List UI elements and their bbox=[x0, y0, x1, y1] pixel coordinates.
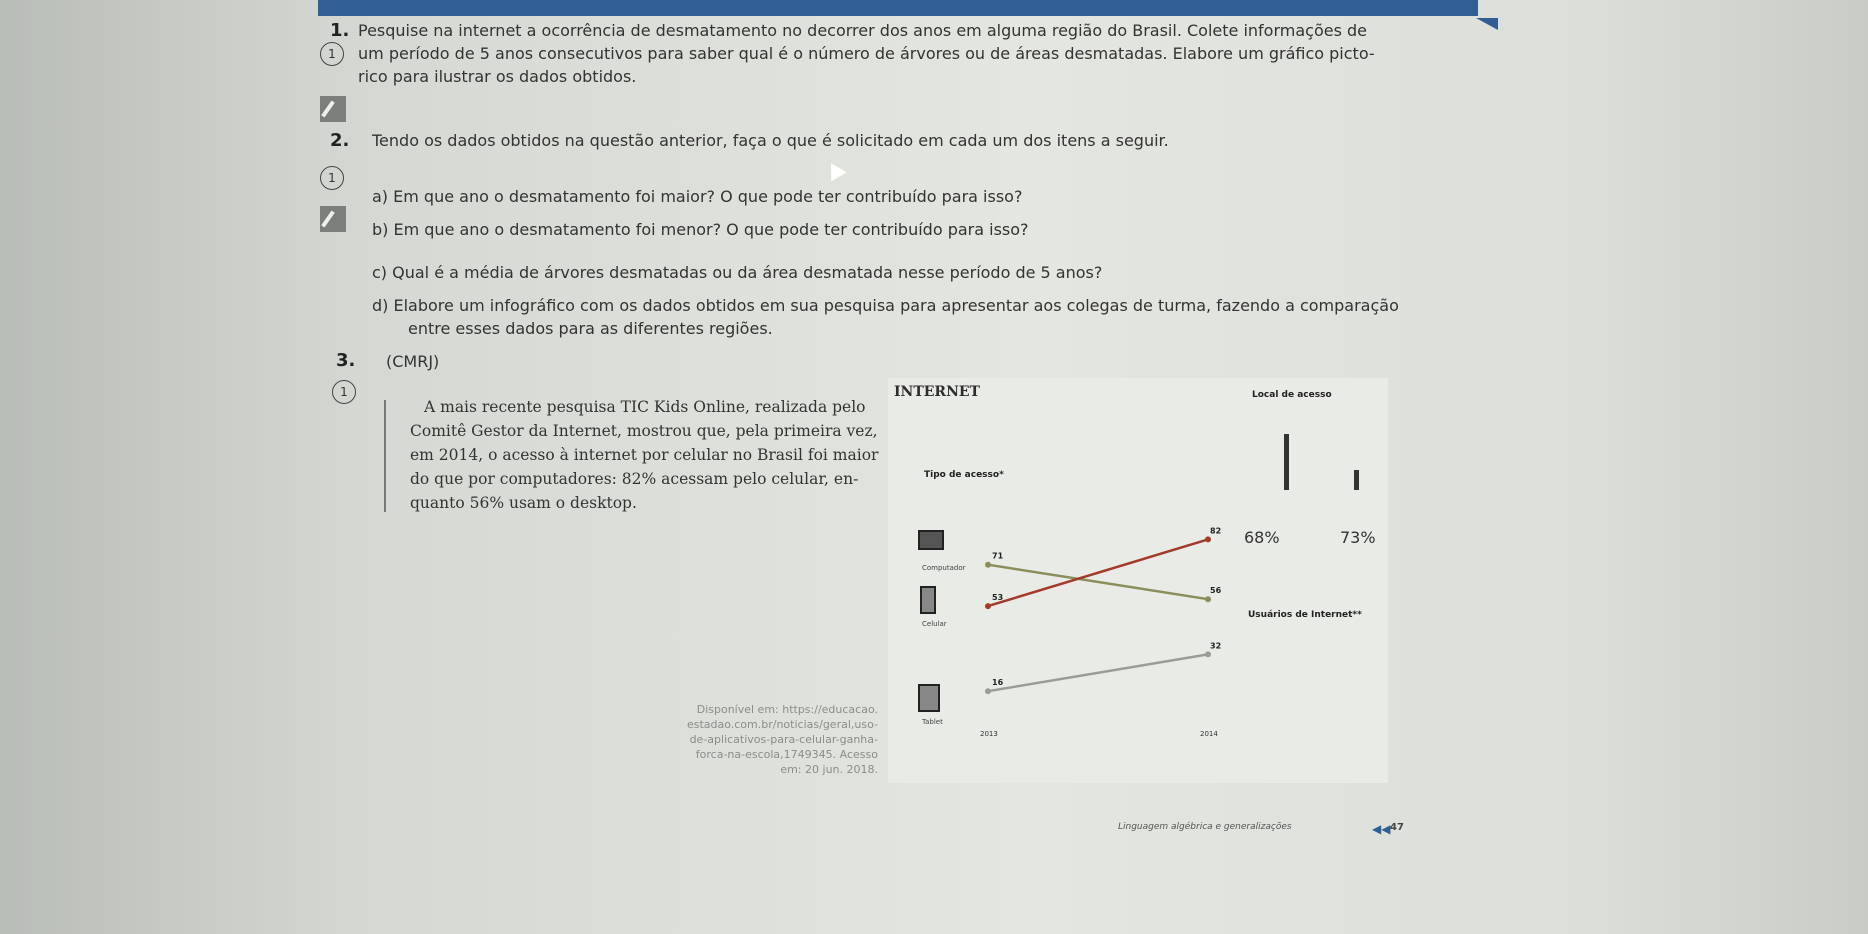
series-line-2 bbox=[988, 539, 1208, 606]
question-1-line-1: Pesquise na internet a ocorrência de desmatamento no decorrer dos anos em alguma região do Brasil. Colete informações de bbox=[358, 21, 1367, 40]
device-computer-label: Computador bbox=[922, 564, 966, 572]
x-tick-label: 2013 bbox=[980, 730, 998, 738]
cellphone-icon bbox=[920, 586, 936, 614]
credit-line-3: de-aplicativos-para-celular-ganha- bbox=[689, 733, 878, 746]
data-label: 53 bbox=[992, 593, 1004, 603]
access-bar-library bbox=[1354, 470, 1359, 490]
question-1-line-3: rico para ilustrar os dados obtidos. bbox=[358, 67, 637, 86]
passage-line-5: quanto 56% usam o desktop. bbox=[410, 494, 637, 512]
pct-left: 68% bbox=[1244, 528, 1280, 547]
data-point bbox=[985, 562, 991, 568]
data-point bbox=[1205, 596, 1211, 602]
series-line-1 bbox=[988, 565, 1208, 603]
passage-line-4: do que por computadores: 82% acessam pelo celular, en- bbox=[410, 470, 859, 488]
question-2-number: 2. bbox=[330, 130, 350, 151]
data-point bbox=[985, 603, 991, 609]
computer-icon bbox=[918, 530, 944, 550]
data-label: 71 bbox=[992, 551, 1004, 561]
series-line-3 bbox=[988, 654, 1208, 691]
data-point bbox=[1205, 651, 1211, 657]
question-1-line-2: um período de 5 anos consecutivos para saber qual é o número de árvores ou de áreas desmatadas. Elabore um gráfico picto- bbox=[358, 44, 1375, 63]
pct-right: 73% bbox=[1340, 528, 1376, 547]
credit-line-5: em: 20 jun. 2018. bbox=[780, 763, 878, 776]
access-type-label: Tipo de acesso* bbox=[924, 470, 1004, 480]
mouse-cursor-icon bbox=[823, 159, 847, 182]
credit-line-4: forca-na-escola,1749345. Acesso bbox=[695, 748, 878, 761]
internet-users-label: Usuários de Internet** bbox=[1248, 610, 1362, 620]
header-bar-tail bbox=[1476, 18, 1498, 30]
header-bar bbox=[318, 0, 1478, 16]
double-chevron-icon: ◀◀ bbox=[1372, 822, 1391, 836]
tablet-icon bbox=[918, 684, 940, 712]
infographic-subtitle: Local de acesso bbox=[1252, 390, 1332, 400]
level-1-icon: 1 bbox=[320, 166, 344, 190]
page-number: 47 bbox=[1390, 822, 1404, 833]
infographic-title: INTERNET bbox=[894, 384, 980, 400]
data-label: 32 bbox=[1210, 641, 1222, 651]
level-1-icon: 1 bbox=[320, 42, 344, 66]
x-tick-label: 2014 bbox=[1200, 730, 1218, 738]
device-cell-label: Celular bbox=[922, 620, 947, 628]
passage-line-1: A mais recente pesquisa TIC Kids Online, realizada pelo bbox=[424, 398, 866, 416]
credit-line-1: Disponível em: https://educacao. bbox=[696, 703, 878, 716]
question-2b: b) Em que ano o desmatamento foi menor? O que pode ter contribuído para isso? bbox=[372, 220, 1029, 239]
data-label: 16 bbox=[992, 678, 1004, 688]
level-1-icon: 1 bbox=[332, 380, 356, 404]
passage-rule bbox=[384, 400, 386, 512]
question-3-number: 3. bbox=[336, 350, 356, 371]
pencil-icon bbox=[320, 206, 346, 232]
internet-infographic bbox=[888, 378, 1388, 783]
data-point bbox=[985, 688, 991, 694]
question-2-text: Tendo os dados obtidos na questão anterior, faça o que é solicitado em cada um dos itens a seguir. bbox=[372, 131, 1169, 150]
question-2d-line-1: d) Elabore um infográfico com os dados obtidos em sua pesquisa para apresentar aos colegas de turma, fazendo a comparação bbox=[372, 296, 1399, 315]
footer-text: Linguagem algébrica e generalizações bbox=[1118, 822, 1292, 832]
question-2d-line-2: entre esses dados para as diferentes regiões. bbox=[408, 319, 773, 338]
question-1-number: 1. bbox=[330, 20, 350, 41]
data-label: 82 bbox=[1210, 526, 1222, 536]
question-2a: a) Em que ano o desmatamento foi maior? O que pode ter contribuído para isso? bbox=[372, 187, 1023, 206]
device-tablet-label: Tablet bbox=[922, 718, 943, 726]
source-credit bbox=[588, 702, 878, 777]
question-2c: c) Qual é a média de árvores desmatadas ou da área desmatada nesse período de 5 anos? bbox=[372, 263, 1103, 282]
pencil-icon bbox=[320, 96, 346, 122]
passage-line-3: em 2014, o acesso à internet por celular no Brasil foi maior bbox=[410, 446, 879, 464]
credit-line-2: estadao.com.br/noticias/geral,uso- bbox=[686, 718, 878, 731]
question-3-source: (CMRJ) bbox=[386, 352, 440, 371]
passage-line-2: Comitê Gestor da Internet, mostrou que, pela primeira vez, bbox=[410, 422, 878, 440]
access-bar-school bbox=[1284, 434, 1289, 490]
data-point bbox=[1205, 536, 1211, 542]
data-label: 56 bbox=[1210, 586, 1222, 596]
